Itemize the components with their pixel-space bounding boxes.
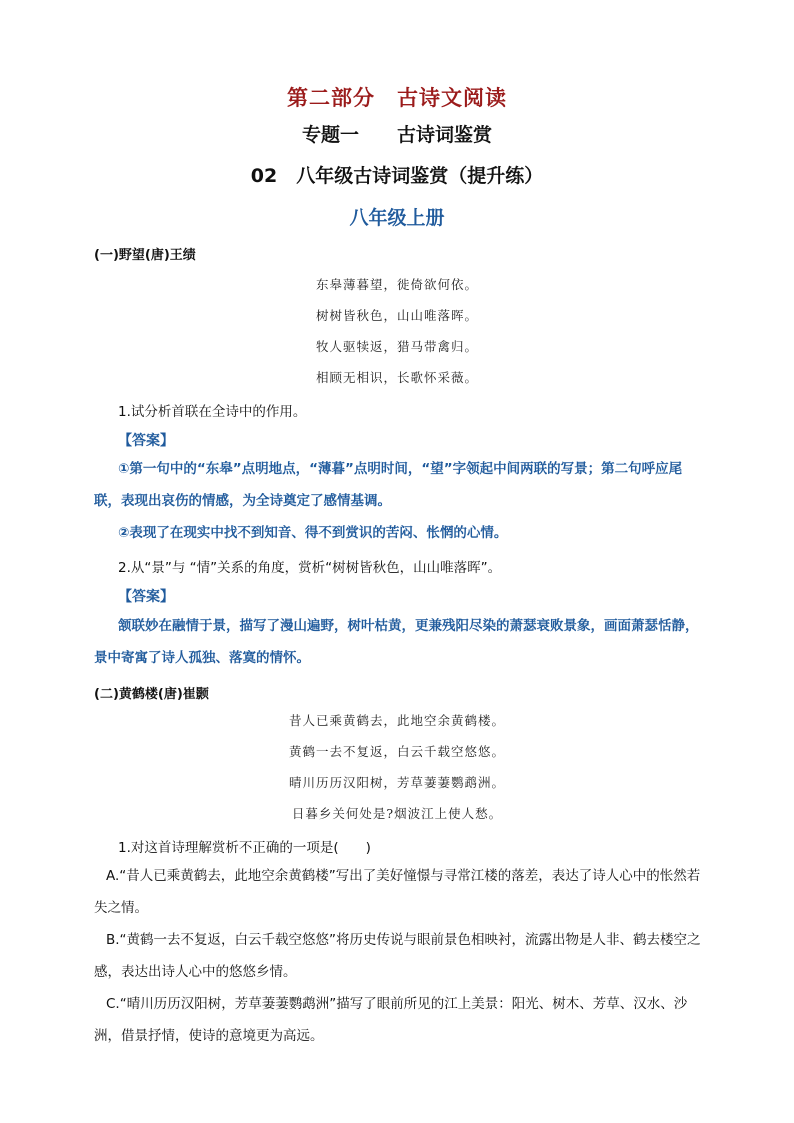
section1-poem-line: 树树皆秋色，山山唯落晖。 bbox=[315, 308, 478, 323]
grade-title: 八年级上册 bbox=[349, 207, 445, 229]
section2-heading: (二)黄鹤楼(唐)崔颢 bbox=[94, 687, 209, 702]
section2-poem-line: 日暮乡关何处是?烟波江上使人愁。 bbox=[291, 806, 503, 821]
topic-title: 专题一 古诗词鉴赏 bbox=[301, 124, 492, 146]
section1-answer-1a: ①第一句中的“东皋”点明地点，“薄暮”点明时间，“望”字领起中间两联的写景；第二句呼应尾联，表现出哀伤的情感，为全诗奠定了感情基调。 bbox=[94, 461, 683, 509]
section1-heading: (一)野望(唐)王绩 bbox=[94, 248, 196, 263]
section1-answer-label-1: 【答案】 bbox=[118, 433, 174, 449]
section1-question-2: 2.从“景”与 “情”关系的角度，赏析“树树皆秋色，山山唯落晖”。 bbox=[118, 560, 502, 576]
section2-poem-line: 昔人已乘黄鹤去，此地空余黄鹤楼。 bbox=[288, 713, 505, 728]
part-title: 第二部分 古诗文阅读 bbox=[287, 86, 507, 110]
section2-poem-line: 黄鹤一去不复返，白云千载空悠悠。 bbox=[288, 744, 505, 759]
section2-question-1: 1.对这首诗理解赏析不正确的一项是( ) bbox=[118, 840, 371, 856]
option-b: B.“黄鹤一去不复返，白云千载空悠悠”将历史传说与眼前景色相映衬，流露出物是人非、鹤去楼空之感，表达出诗人心中的悠悠乡情。 bbox=[94, 932, 701, 980]
section1-answer-label-2: 【答案】 bbox=[118, 589, 174, 605]
section2-poem-line: 晴川历历汉阳树，芳草萋萋鹦鹉洲。 bbox=[288, 775, 505, 790]
subtitle: 02 八年级古诗词鉴赏（提升练） bbox=[250, 165, 544, 187]
option-a: A.“昔人已乘黄鹤去，此地空余黄鹤楼”写出了美好憧憬与寻常江楼的落差，表达了诗人心中的怅然若失之情。 bbox=[94, 868, 701, 916]
section1-question-1: 1.试分析首联在全诗中的作用。 bbox=[118, 404, 307, 420]
option-c: C.“晴川历历汉阳树，芳草萋萋鹦鹉洲”描写了眼前所见的江上美景：阳光、树木、芳草、汉水、沙洲，借景抒情，使诗的意境更为高远。 bbox=[94, 996, 688, 1044]
section1-answer-1b: ②表现了在现实中找不到知音、得不到赏识的苦闷、怅惘的心情。 bbox=[118, 525, 508, 541]
section1-answer-2: 颔联妙在融情于景，描写了漫山遍野，树叶枯黄，更兼残阳尽染的萧瑟衰败景象，画面萧瑟恬静，景中寄寓了诗人孤独、落寞的情怀。 bbox=[94, 618, 699, 666]
section1-poem-line: 相顾无相识，长歌怀采薇。 bbox=[315, 370, 478, 385]
section1-poem-line: 牧人驱犊返，猎马带禽归。 bbox=[315, 339, 478, 354]
section1-poem-line: 东皋薄暮望，徙倚欲何依。 bbox=[315, 277, 478, 292]
